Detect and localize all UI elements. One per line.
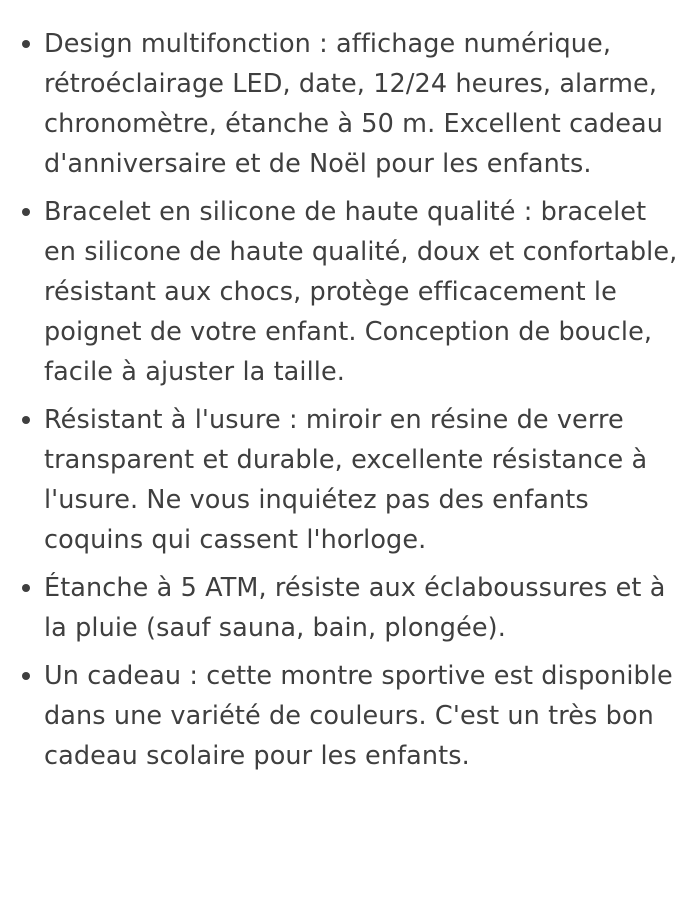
list-item [14, 568, 682, 648]
bullet-point-icon [22, 416, 30, 424]
list-item [14, 24, 682, 184]
list-item-text: Design multifonction : affichage numérique, rétroéclairage LED, date, 12/24 heures, alarme, chronomètre, étanche à 50 m. Excellent cadeau d'anniversaire et de Noël pour les enfants. [44, 29, 664, 179]
list-item [14, 192, 682, 392]
bullet-point-icon [22, 208, 30, 216]
bullet-point-icon [22, 584, 30, 592]
list-item-text: Résistant à l'usure : miroir en résine de verre transparent et durable, excellente résistance à l'usure. Ne vous inquiétez pas des enfants coquins qui cassent l'horloge. [44, 405, 648, 555]
bullet-point-icon [22, 672, 30, 680]
list-item-text: Bracelet en silicone de haute qualité : bracelet en silicone de haute qualité, doux et confortable, résistant aux chocs, protège efficacement le poignet de votre enfant. Conception de boucle, facile à ajuster la taille. [44, 197, 678, 387]
list-item-text: Un cadeau : cette montre sportive est disponible dans une variété de couleurs. C'est un très bon cadeau scolaire pour les enfants. [44, 661, 673, 771]
list-item [14, 400, 682, 560]
list-item [14, 656, 682, 776]
bullet-point-icon [22, 40, 30, 48]
list-item-text: Étanche à 5 ATM, résiste aux éclaboussures et à la pluie (sauf sauna, bain, plongée). [44, 573, 666, 643]
